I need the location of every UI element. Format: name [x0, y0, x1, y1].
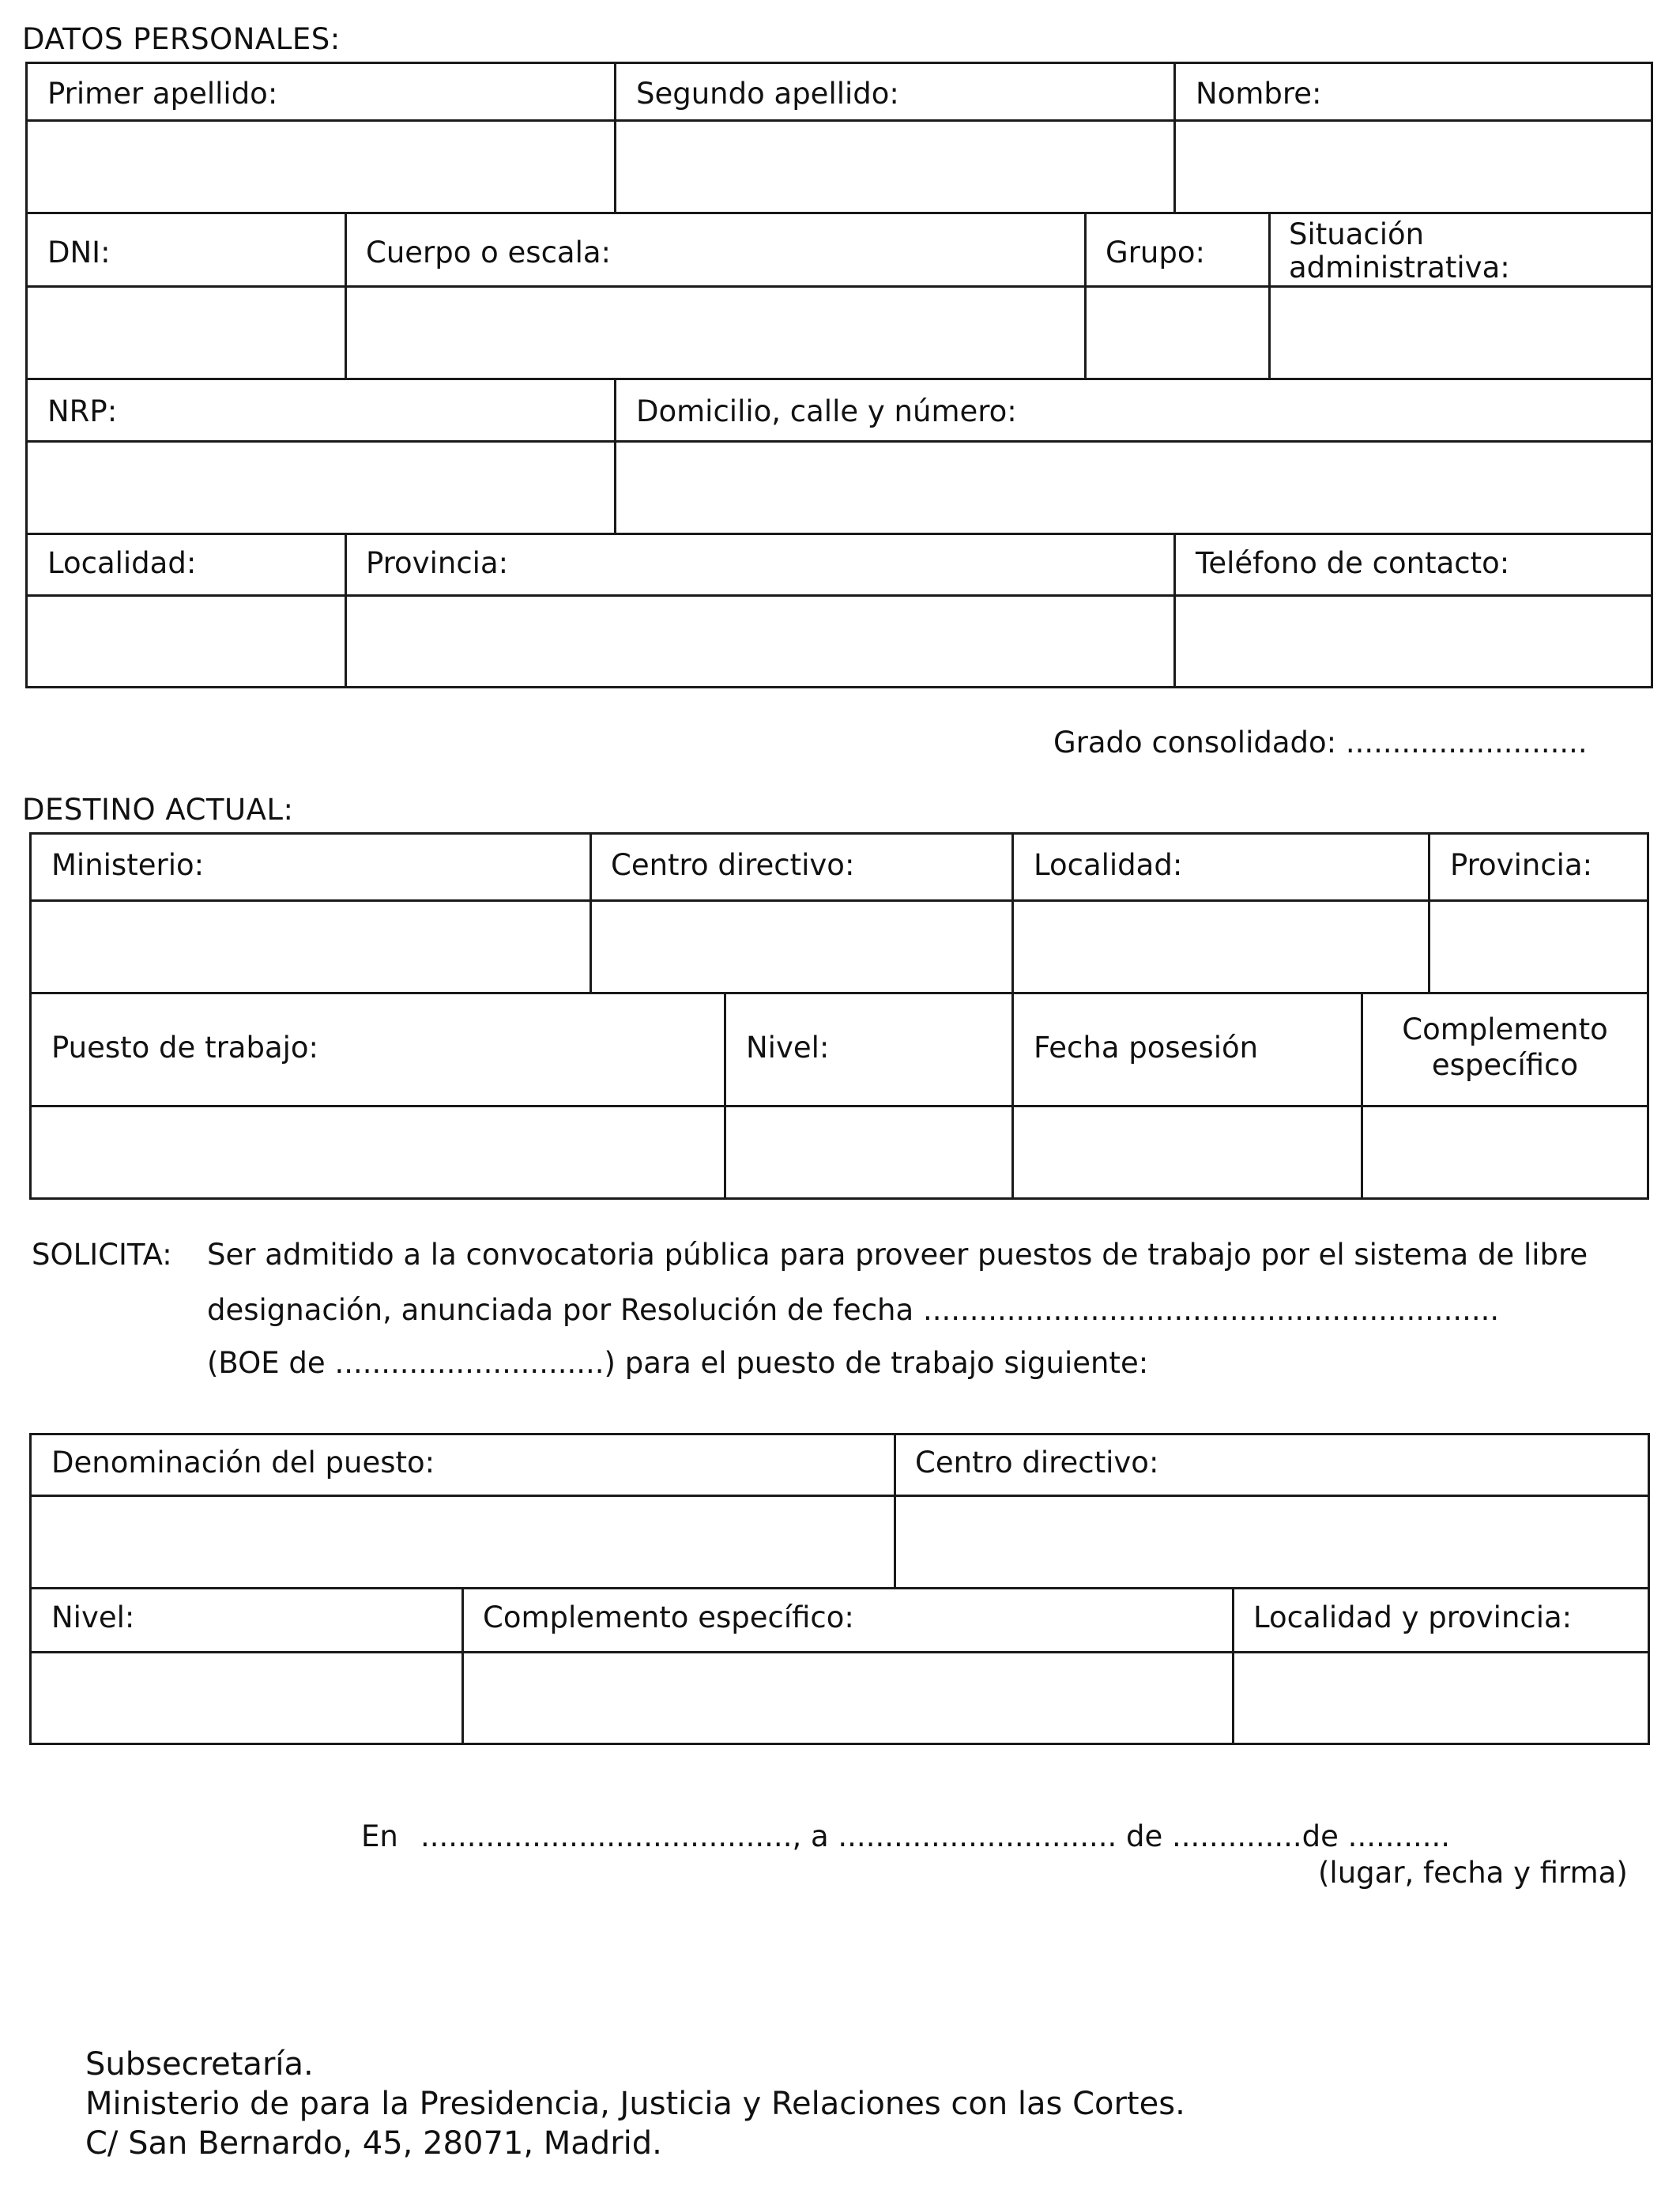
solicita-line1: Ser admitido a la convocatoria pública para proveer puestos de trabajo por el sistema de libre: [207, 1238, 1588, 1272]
input-localidad[interactable]: [25, 594, 347, 688]
input-complemento-especifico[interactable]: [1361, 1105, 1649, 1200]
label-localidad: Localidad:: [47, 546, 197, 580]
label-cell-telefono: [1173, 533, 1653, 597]
footer-direccion: C/ San Bernardo, 45, 28071, Madrid.: [85, 2125, 662, 2162]
label-centro-directivo: Centro directivo:: [611, 848, 855, 882]
input-domicilio[interactable]: [614, 440, 1653, 535]
label-dni: DNI:: [47, 236, 111, 270]
input-provincia[interactable]: [345, 594, 1176, 688]
label-telefono: Teléfono de contacto:: [1196, 546, 1510, 580]
input-provincia-destino[interactable]: [1428, 899, 1649, 994]
label-cell-segundo-apellido: [614, 62, 1176, 122]
label-complemento-line1: Complemento: [1402, 1012, 1608, 1046]
input-centro-solicitado[interactable]: [894, 1495, 1650, 1589]
label-cell-nrp: [25, 378, 616, 443]
input-cuerpo-escala[interactable]: [345, 285, 1087, 380]
firma-note: (lugar, fecha y firma): [1318, 1856, 1628, 1890]
firma-en: En: [361, 1819, 398, 1853]
label-cell-dni: [25, 212, 347, 288]
label-segundo-apellido: Segundo apellido:: [636, 77, 899, 111]
label-cell-complemento-especifico: [1361, 992, 1649, 1107]
label-provincia: Provincia:: [366, 546, 509, 580]
footer-subsecretaria: Subsecretaría.: [85, 2046, 314, 2083]
label-complemento-line2: específico: [1431, 1048, 1579, 1082]
label-cell-centro-solicitado: [894, 1433, 1650, 1497]
label-cell-provincia-destino: [1428, 832, 1649, 902]
section-title-datos-personales: DATOS PERSONALES:: [22, 22, 341, 56]
label-cell-provincia: [345, 533, 1176, 597]
input-nivel-destino[interactable]: [724, 1105, 1014, 1200]
label-cell-nivel-solicitado: [29, 1587, 464, 1653]
label-situacion-line2: administrativa:: [1289, 251, 1510, 285]
label-domicilio: Domicilio, calle y número:: [636, 394, 1017, 428]
label-localidad-provincia: Localidad y provincia:: [1253, 1600, 1573, 1634]
footer-ministerio: Ministerio de para la Presidencia, Justicia y Relaciones con las Cortes.: [85, 2086, 1185, 2122]
label-cell-nivel-destino: [724, 992, 1014, 1107]
label-cell-complemento-solicitado: [461, 1587, 1234, 1653]
input-situacion-administrativa[interactable]: [1268, 285, 1653, 380]
input-fecha-posesion[interactable]: [1011, 1105, 1363, 1200]
input-nrp[interactable]: [25, 440, 616, 535]
label-denominacion-puesto: Denominación del puesto:: [51, 1446, 435, 1480]
label-cell-localidad-destino: [1011, 832, 1430, 902]
label-grupo: Grupo:: [1106, 236, 1205, 270]
label-ministerio: Ministerio:: [51, 848, 205, 882]
label-cell-primer-apellido: [25, 62, 616, 122]
label-cell-fecha-posesion: [1011, 992, 1363, 1107]
label-complemento-solicitado: Complemento específico:: [483, 1600, 854, 1634]
label-cell-cuerpo: [345, 212, 1087, 288]
label-localidad-destino: Localidad:: [1034, 848, 1183, 882]
input-complemento-solicitado[interactable]: [461, 1651, 1234, 1745]
label-cell-nombre: [1173, 62, 1653, 122]
label-nrp: NRP:: [47, 394, 118, 428]
label-nivel-destino: Nivel:: [746, 1031, 830, 1065]
label-cell-domicilio: [614, 378, 1653, 443]
input-telefono[interactable]: [1173, 594, 1653, 688]
label-cell-puesto: [29, 992, 726, 1107]
label-cell-denominacion: [29, 1433, 896, 1497]
label-nombre: Nombre:: [1196, 77, 1322, 111]
input-puesto-trabajo[interactable]: [29, 1105, 726, 1200]
label-provincia-destino: Provincia:: [1450, 848, 1593, 882]
label-nivel-solicitado: Nivel:: [51, 1600, 135, 1634]
input-grupo[interactable]: [1084, 285, 1271, 380]
label-puesto-trabajo: Puesto de trabajo:: [51, 1031, 319, 1065]
solicita-label: SOLICITA:: [32, 1238, 172, 1272]
input-nombre[interactable]: [1173, 119, 1653, 214]
input-localidad-destino[interactable]: [1011, 899, 1430, 994]
input-primer-apellido[interactable]: [25, 119, 616, 214]
section-title-destino-actual: DESTINO ACTUAL:: [22, 793, 294, 827]
input-ministerio[interactable]: [29, 899, 592, 994]
input-denominacion-puesto[interactable]: [29, 1495, 896, 1589]
label-fecha-posesion: Fecha posesión: [1034, 1031, 1259, 1065]
input-nivel-solicitado[interactable]: [29, 1651, 464, 1745]
input-segundo-apellido[interactable]: [614, 119, 1176, 214]
label-cell-localidad: [25, 533, 347, 597]
label-cell-ministerio: [29, 832, 592, 902]
solicita-line2: designación, anunciada por Resolución de fecha ..............................................................: [207, 1293, 1500, 1327]
firma-lugar-fecha-line[interactable]: ........................................, a .............................. de ..............de ...........: [420, 1819, 1451, 1853]
label-centro-solicitado: Centro directivo:: [915, 1446, 1159, 1480]
input-centro-directivo[interactable]: [590, 899, 1014, 994]
label-cell-grupo: [1084, 212, 1271, 288]
grado-consolidado: Grado consolidado: ..........................: [1053, 726, 1588, 760]
label-cell-situacion: [1268, 212, 1653, 288]
label-cell-localidad-provincia: [1232, 1587, 1650, 1653]
input-dni[interactable]: [25, 285, 347, 380]
label-cell-centro-directivo: [590, 832, 1014, 902]
label-situacion-line1: Situación: [1289, 217, 1425, 251]
label-primer-apellido: Primer apellido:: [47, 77, 278, 111]
label-cuerpo-escala: Cuerpo o escala:: [366, 236, 612, 270]
input-localidad-provincia[interactable]: [1232, 1651, 1650, 1745]
solicita-line3: (BOE de .............................) para el puesto de trabajo siguiente:: [207, 1346, 1149, 1380]
